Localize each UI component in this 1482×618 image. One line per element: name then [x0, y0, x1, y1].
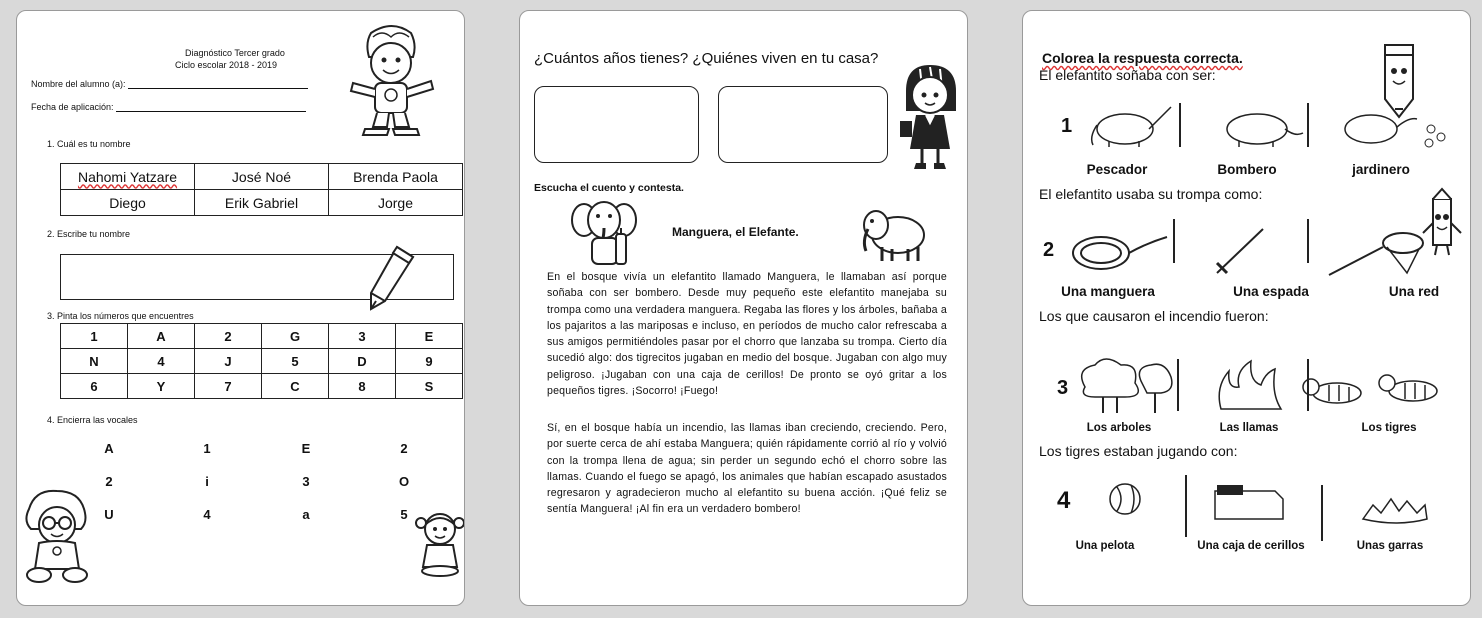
names-table [60, 163, 463, 216]
date-label: Fecha de aplicación: [31, 102, 114, 112]
grid-cell[interactable]: 1 [61, 324, 128, 349]
divider [1185, 475, 1187, 537]
answer-option[interactable]: Una pelota [1075, 540, 1135, 552]
vowel-item[interactable]: i [205, 474, 209, 489]
grid-cell[interactable]: 6 [61, 374, 128, 399]
q2-images [1067, 223, 1427, 279]
answer-option[interactable]: Bombero [1217, 162, 1277, 177]
boy-illustration [347, 25, 437, 140]
vowel-item[interactable]: 4 [203, 507, 211, 522]
instruction [1042, 50, 1243, 66]
worksheet-page-3 [1022, 10, 1471, 606]
table-row [61, 324, 463, 349]
table-cell[interactable]: Jorge [329, 190, 463, 216]
question-1: 1. Cuál es tu nombre [47, 139, 131, 149]
answer-option[interactable]: Los arboles [1086, 422, 1152, 434]
glasses-kid-illustration [21, 489, 91, 589]
worksheet-page-1 [16, 10, 465, 606]
grid-cell[interactable]: 4 [128, 349, 195, 374]
answer-option[interactable]: Las llamas [1219, 422, 1279, 434]
grid-cell[interactable]: A [128, 324, 195, 349]
instruction-text: Colorea la respuesta correcta. [1042, 50, 1243, 66]
page-title: ¿Cuántos años tienes? ¿Quiénes viven en tu casa? [534, 50, 879, 67]
vowel-item[interactable]: U [104, 507, 114, 522]
worksheet-page-2 [519, 10, 968, 606]
q4-images [1107, 477, 1437, 533]
girl-illustration [415, 509, 465, 579]
ball-icon [1110, 484, 1140, 514]
grid-cell[interactable]: G [262, 324, 329, 349]
vowel-item[interactable]: A [104, 441, 114, 456]
story-paragraph-1: En el bosque vivía un elefantito llamado Manguera, le llamaban así porque soñaba con ser bombero. Desde muy pequeño este elefantito manejaba su trompa como una verdadera manguera. Regaba las flores y los árboles, bañaba a los pajaritos a las mariposas e incluso, en períodos de mucho calor refrescaba a sus amigos permitiéndoles pasar por el chorro que lanzaba su trompa. Cierto día sucedió algo: dos tigrecitos jugaban en medio del bosque. Jugaban con algo muy peligroso. ¡Jugaban con una caja de cerillos! De pronto se oyó gritar a los pequeños tigres. ¡Socorro! ¡Fuego! [547, 271, 947, 398]
girl-illustration [892, 61, 966, 173]
divider [1177, 359, 1179, 411]
sword-icon [1217, 229, 1263, 273]
table-row [61, 164, 463, 190]
grid-cell[interactable]: N [61, 349, 128, 374]
age-answer-box[interactable] [534, 86, 699, 163]
elephant-illustration [858, 207, 932, 263]
answer-option[interactable]: jardinero [1352, 162, 1410, 177]
question-3: Los que causaron el incendio fueron: [1039, 308, 1269, 324]
table-row [61, 374, 463, 399]
answer-option[interactable]: Unas garras [1356, 540, 1424, 552]
header-school-year: Ciclo escolar 2018 - 2019 [175, 60, 278, 70]
grid-cell[interactable]: 3 [329, 324, 396, 349]
grid-cell[interactable]: 8 [329, 374, 396, 399]
answer-option[interactable]: Una manguera [1061, 284, 1155, 299]
pencil-icon [367, 243, 427, 313]
grid-cell[interactable]: E [396, 324, 463, 349]
question-number: 1 [1061, 115, 1073, 137]
elephant-firefighter-illustration [570, 198, 642, 270]
date-field-row[interactable] [31, 102, 306, 112]
divider [1173, 219, 1175, 263]
q1-images [1079, 103, 1471, 149]
answer-option[interactable]: Una red [1388, 284, 1440, 299]
question-number: 4 [1057, 487, 1071, 514]
story-title: Manguera, el Elefante. [672, 225, 799, 239]
divider [1307, 359, 1309, 411]
vowel-item[interactable]: a [302, 507, 310, 522]
answer-option[interactable]: Una caja de cerillos [1197, 540, 1305, 552]
divider [1307, 219, 1309, 263]
header-title: Diagnóstico Tercer grado [185, 48, 285, 58]
divider [1307, 103, 1309, 147]
divider [1179, 103, 1181, 147]
grid-cell[interactable]: S [396, 374, 463, 399]
question-3: 3. Pinta los números que encuentres [47, 311, 194, 321]
table-cell[interactable]: Brenda Paola [329, 164, 463, 190]
answer-option[interactable]: Los tigres [1361, 422, 1417, 434]
question-4: Los tigres estaban jugando con: [1039, 443, 1238, 459]
grid-cell[interactable]: D [329, 349, 396, 374]
vowel-item[interactable]: 3 [302, 474, 310, 489]
question-2: El elefantito usaba su trompa como: [1039, 186, 1263, 202]
name-field-row[interactable] [31, 79, 308, 89]
name-label: Nombre del alumno (a): [31, 79, 126, 89]
question-number: 2 [1043, 239, 1055, 261]
table-cell[interactable]: José Noé [195, 164, 329, 190]
elephant-fishing-icon [1092, 107, 1171, 147]
name-line[interactable] [128, 88, 308, 89]
table-cell[interactable]: Erik Gabriel [195, 190, 329, 216]
table-cell[interactable]: Diego [61, 190, 195, 216]
grid-cell[interactable]: 9 [396, 349, 463, 374]
grid-cell[interactable]: 5 [262, 349, 329, 374]
answer-option[interactable]: Una espada [1233, 284, 1309, 299]
table-row [61, 190, 463, 216]
hose-icon [1073, 237, 1167, 269]
crayon-character-icon [1421, 189, 1463, 259]
vowel-item[interactable]: E [301, 441, 311, 456]
table-row [61, 349, 463, 374]
grid-cell[interactable]: C [262, 374, 329, 399]
answer-option[interactable]: Pescador [1086, 162, 1148, 177]
matchbox-icon [1215, 485, 1283, 519]
question-2: 2. Escribe tu nombre [47, 229, 131, 239]
tigers-icon [1303, 375, 1437, 403]
divider [1321, 485, 1323, 541]
vowel-item[interactable]: 2 [400, 441, 408, 456]
vowel-item[interactable]: O [398, 474, 410, 489]
story-paragraph-2: Sí, en el bosque había un incendio, las llamas iban creciendo, creciendo. Pero, por suerte cerca de ahí estaba Manguera; quién rápidamente corrió al río y volvió con la trompa llena de agua; sin perder un segundo echó el chorro sobre las llamas. Cuando el fuego se apagó, los animales que habían escapado asustados regresaron y agradecieron mucho al elefantito su buena acción. ¡Qué feliz se sentía Manguera! ¡Al fin era un verdadero bombero! [547, 422, 947, 516]
letters-numbers-grid [60, 323, 463, 399]
vowel-item[interactable]: 5 [400, 507, 408, 522]
table-cell[interactable] [61, 164, 195, 190]
question-number: 3 [1057, 377, 1069, 399]
trees-icon [1082, 359, 1172, 413]
date-line[interactable] [116, 111, 306, 112]
question-4: 4. Encierra las vocales [47, 415, 138, 425]
family-answer-box[interactable] [718, 86, 888, 163]
grid-cell[interactable]: 7 [195, 374, 262, 399]
q3-images [1075, 357, 1455, 413]
net-icon [1329, 233, 1423, 275]
listen-instruction: Escucha el cuento y contesta. [534, 182, 684, 194]
grid-cell[interactable]: Y [128, 374, 195, 399]
vowel-item[interactable]: 1 [203, 441, 211, 456]
elephant-gardener-icon [1345, 115, 1445, 147]
grid-cell[interactable]: 2 [195, 324, 262, 349]
claws-icon [1363, 499, 1427, 523]
flames-icon [1219, 361, 1281, 409]
elephant-firefighter-icon [1227, 114, 1303, 147]
vowel-item[interactable]: 2 [105, 474, 113, 489]
grid-cell[interactable]: J [195, 349, 262, 374]
name-option: Nahomi Yatzare [77, 168, 178, 185]
question-1: El elefantito soñaba con ser: [1039, 67, 1216, 83]
